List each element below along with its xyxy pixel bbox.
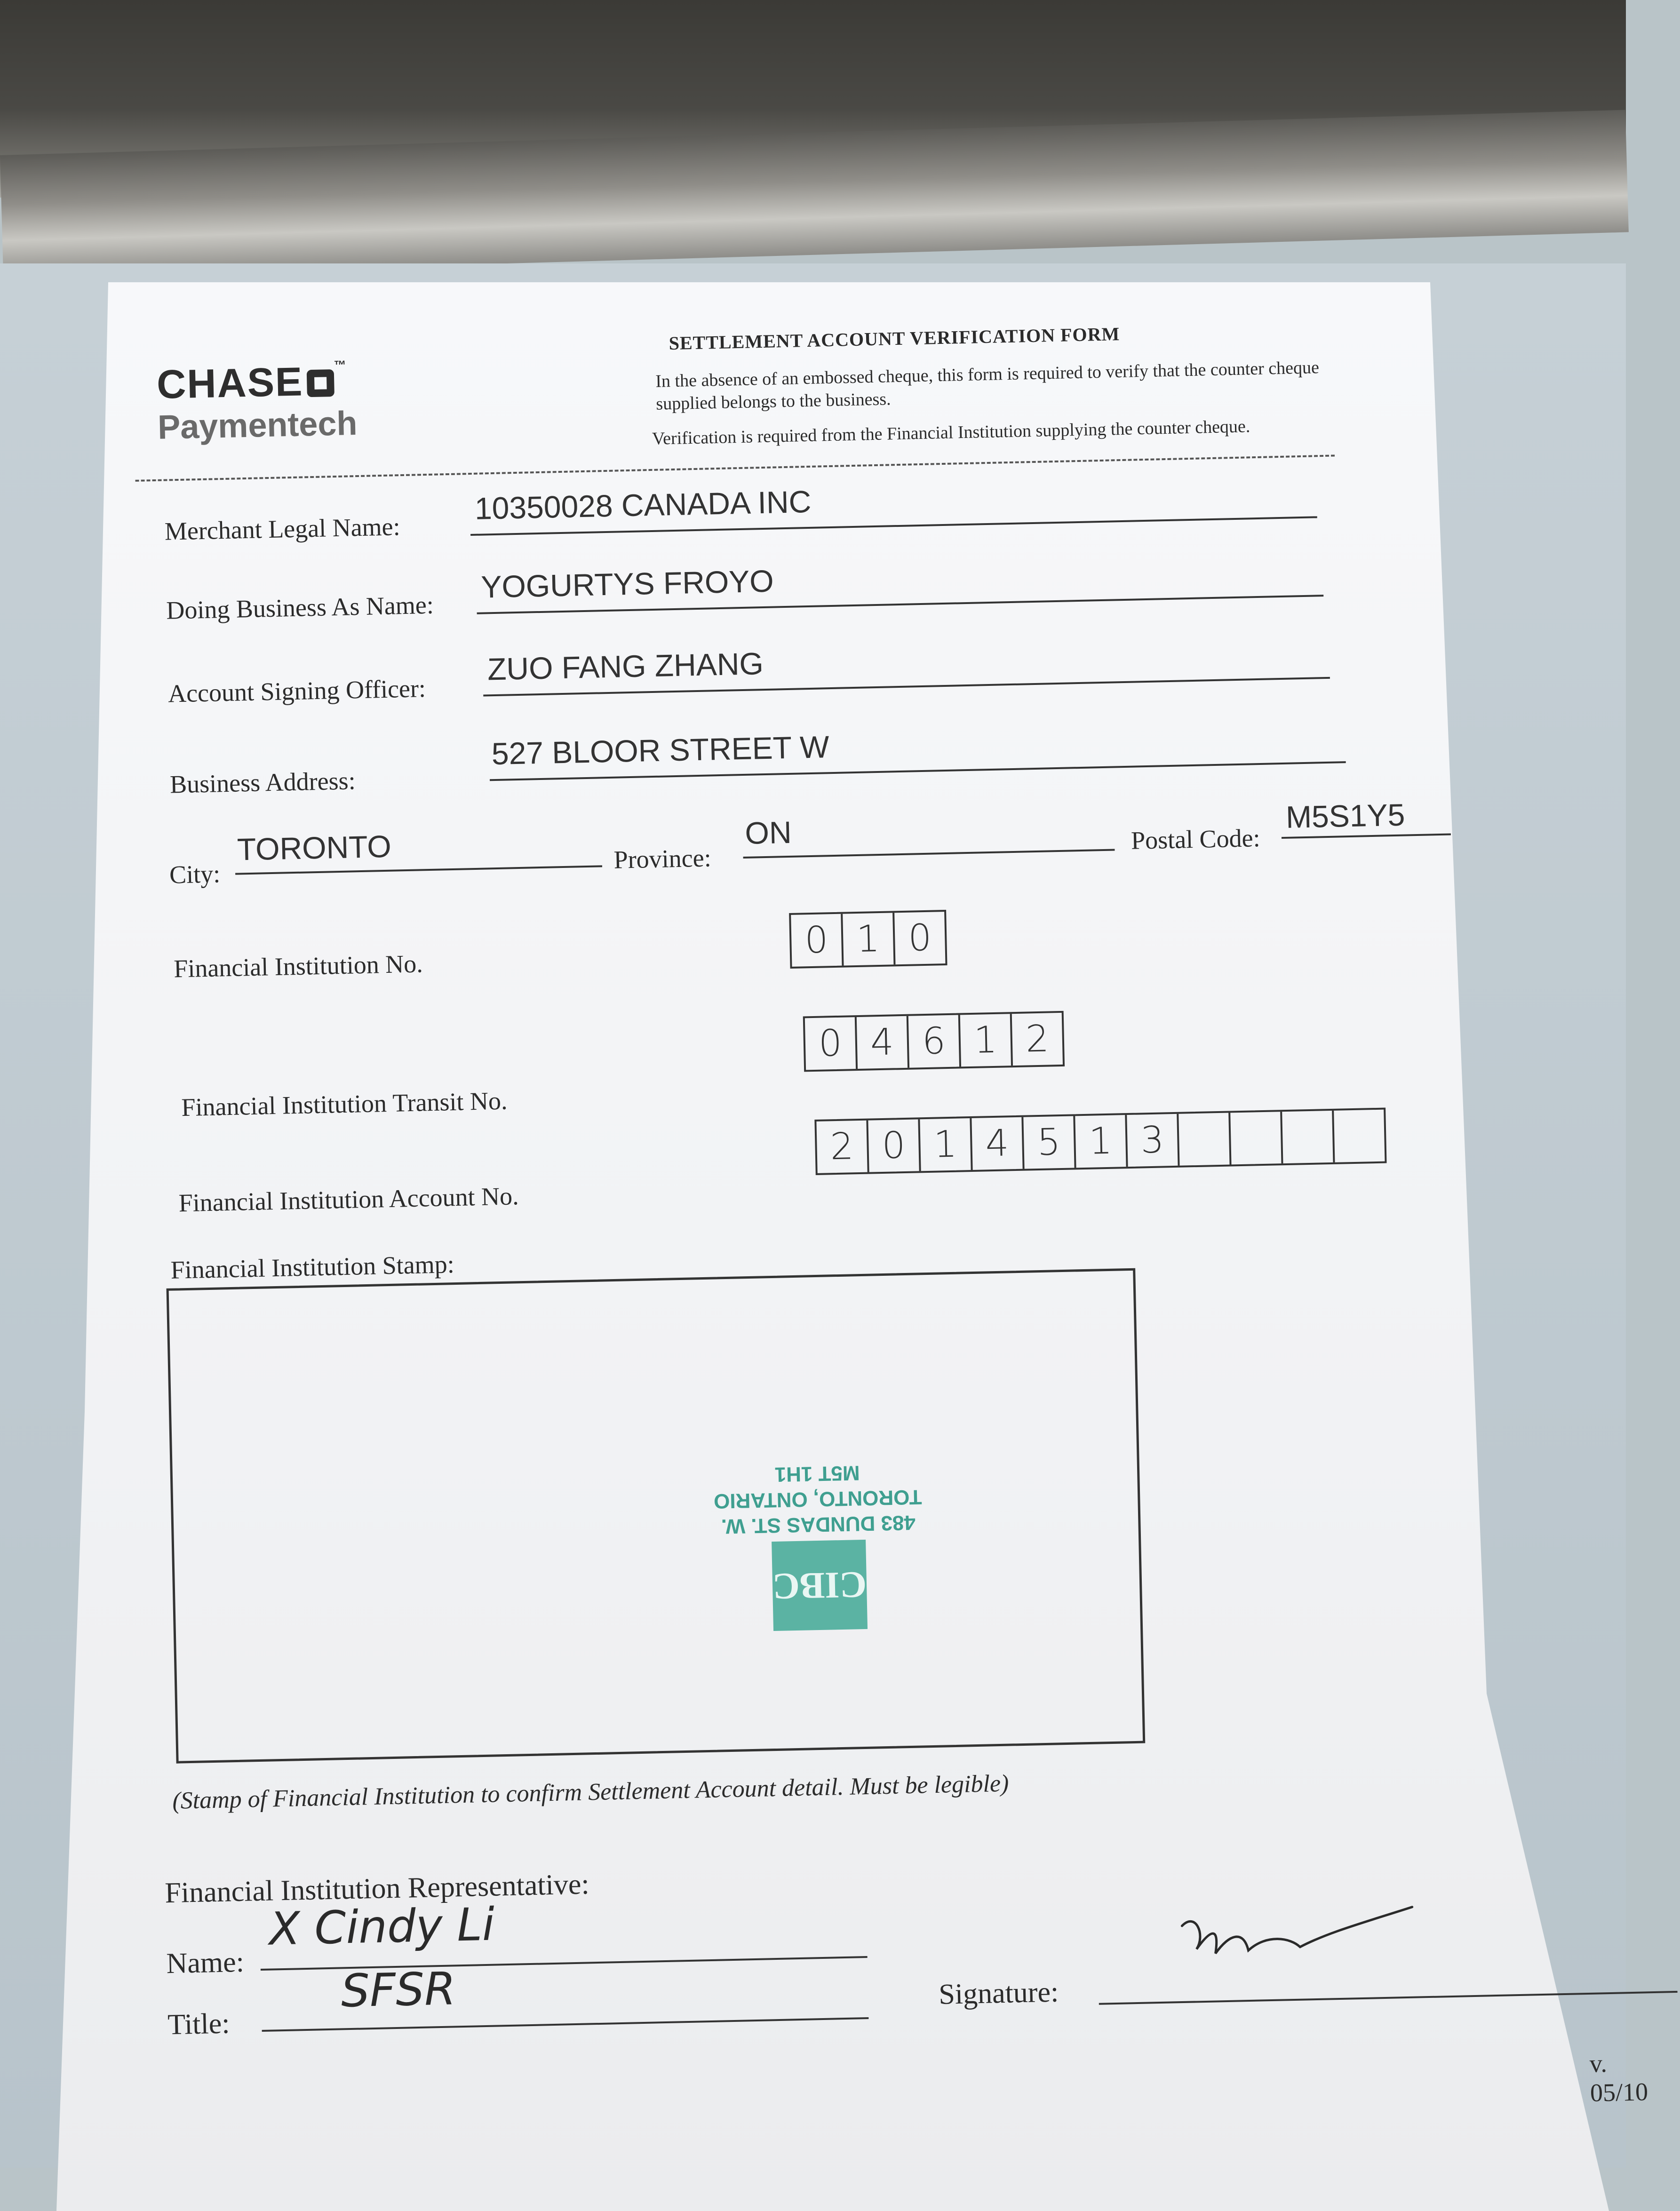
- form-title: SETTLEMENT ACCOUNT VERIFICATION FORM: [669, 323, 1120, 354]
- city-line: [235, 865, 602, 875]
- transit-number-label: Financial Institution Transit No.: [181, 1086, 508, 1122]
- digit-box: 0: [868, 1119, 921, 1172]
- stamp-line-3: M5T 1H1: [774, 1461, 860, 1486]
- signing-officer-value: ZUO FANG ZHANG: [487, 646, 764, 687]
- stamp-line-2: TORONTO, ONTARIO: [713, 1485, 922, 1513]
- dashed-divider: [135, 455, 1335, 482]
- stamp-line-1: 483 DUNDAS ST. W.: [721, 1511, 916, 1538]
- digit-box: [1230, 1112, 1283, 1164]
- form-document: [132, 282, 1648, 2145]
- account-number-boxes: [814, 1108, 1386, 1175]
- logo-trademark: ™: [334, 358, 347, 373]
- logo-brand: CHASE: [156, 359, 304, 407]
- city-label: City:: [169, 859, 221, 889]
- signature-label: [939, 1976, 1059, 2012]
- digit-box: [1282, 1111, 1335, 1163]
- stamp-label: Financial Institution Stamp:: [170, 1250, 455, 1284]
- digit-box: 1: [960, 1014, 1013, 1066]
- digit-box: [1334, 1110, 1385, 1162]
- logo-paymentech: Paymentech: [157, 405, 358, 446]
- digit-box: 0: [805, 1017, 858, 1070]
- business-address-value: 527 BLOOR STREET W: [491, 729, 830, 771]
- rep-title-label: Title:: [167, 2007, 231, 2041]
- transit-number-boxes: [803, 1011, 1065, 1072]
- bank-stamp: [695, 1458, 941, 1540]
- chase-logo: [156, 358, 357, 408]
- digit-box: 2: [1025, 1018, 1050, 1061]
- dba-name-value: YOGURTYS FROYO: [480, 563, 774, 604]
- rep-title-value: SFSR: [340, 1962, 456, 2018]
- signature-label-text: Signature:: [938, 1976, 1059, 2011]
- digit-box: 6: [908, 1015, 961, 1067]
- digit-box: 5: [1023, 1116, 1076, 1169]
- digit-box: 1: [920, 1118, 972, 1171]
- merchant-legal-name-value: 10350028 CANADA INC: [474, 484, 812, 526]
- digit-box: [1178, 1113, 1231, 1165]
- digit-box: 1: [1075, 1115, 1128, 1168]
- rep-name-label: Name:: [166, 1946, 245, 1980]
- digit-box: 0: [791, 914, 844, 967]
- rep-name-value: X Cindy Li: [268, 1898, 495, 1956]
- province-value: ON: [744, 814, 792, 851]
- digit-box: 1: [843, 913, 895, 965]
- business-address-label: Business Address:: [169, 766, 356, 799]
- form-note: Verification is required from the Financial Institution supplying the counter cheque.: [652, 416, 1250, 449]
- form-intro: In the absence of an embossed cheque, this form is required to verify that the counter cheque supplied belongs to the business.: [655, 358, 1320, 414]
- chase-octagon-icon: [307, 369, 334, 397]
- postal-code-label: Postal Code:: [1131, 824, 1261, 855]
- signature-scribble: [1177, 1902, 1423, 1973]
- city-value: TORONTO: [237, 828, 392, 867]
- merchant-legal-name-label: Merchant Legal Name:: [164, 512, 401, 546]
- form-version: v. 05/10: [1589, 2049, 1648, 2107]
- digit-box: 4: [971, 1117, 1024, 1170]
- province-line: [743, 849, 1115, 859]
- digit-box: 4: [857, 1016, 909, 1069]
- cibc-logo-icon: CIBC: [772, 1540, 868, 1631]
- stamp-box: [167, 1268, 1146, 1764]
- digit-box: 2: [816, 1121, 869, 1173]
- digit-box: 0: [908, 916, 932, 960]
- digit-box: 3: [1127, 1114, 1179, 1167]
- bank-logo-stamp: [757, 1539, 882, 1636]
- representative-heading: Financial Institution Representative:: [164, 1868, 590, 1909]
- dba-name-label: Doing Business As Name:: [166, 590, 434, 625]
- rep-title-line: [262, 2017, 869, 2032]
- postal-code-value: M5S1Y5: [1285, 797, 1405, 835]
- chase-paymentech-logo: [156, 358, 358, 447]
- stamp-caption: (Stamp of Financial Institution to confirm Settlement Account detail. Must be legible): [172, 1770, 1009, 1814]
- signing-officer-label: Account Signing Officer:: [167, 674, 426, 708]
- account-number-label: Financial Institution Account No.: [178, 1182, 519, 1217]
- province-label: Province:: [613, 843, 712, 874]
- institution-number-boxes: [789, 910, 947, 969]
- institution-number-label: Financial Institution No.: [173, 949, 423, 983]
